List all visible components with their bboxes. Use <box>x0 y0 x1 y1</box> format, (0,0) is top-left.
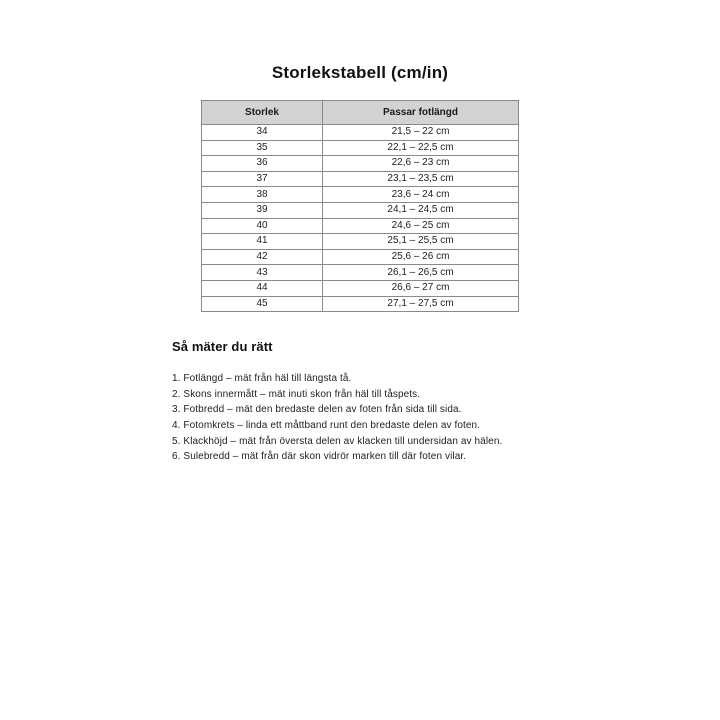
size-cell: 38 <box>202 187 323 203</box>
guide-list-item: 2. Skons innermått – mät inuti skon från häl till tåspets. <box>172 388 421 400</box>
size-table-row <box>202 296 519 312</box>
guide-heading: Så mäter du rätt <box>172 339 273 355</box>
foot-length-cell: 22,1 – 22,5 cm <box>323 140 519 156</box>
size-cell: 45 <box>202 296 323 312</box>
size-table-header <box>202 101 519 125</box>
column-header-passar-fotlangd: Passar fotlängd <box>323 101 519 125</box>
size-cell: 44 <box>202 280 323 296</box>
size-table-body <box>202 125 519 312</box>
size-table-row <box>202 187 519 203</box>
size-table-row <box>202 140 519 156</box>
foot-length-cell: 24,1 – 24,5 cm <box>323 202 519 218</box>
foot-length-cell: 24,6 – 25 cm <box>323 218 519 234</box>
foot-length-cell: 22,6 – 23 cm <box>323 156 519 172</box>
size-table-row <box>202 265 519 281</box>
size-cell: 40 <box>202 218 323 234</box>
foot-length-cell: 21,5 – 22 cm <box>323 125 519 141</box>
guide-list-item: 6. Sulebredd – mät från där skon vidrör marken till där foten vilar. <box>172 451 467 463</box>
foot-length-cell: 23,6 – 24 cm <box>323 187 519 203</box>
size-cell: 39 <box>202 202 323 218</box>
size-cell: 41 <box>202 234 323 250</box>
guide-list-item: 1. Fotlängd – mät från häl till längsta tå. <box>172 373 352 385</box>
foot-length-cell: 26,6 – 27 cm <box>323 280 519 296</box>
foot-length-cell: 27,1 – 27,5 cm <box>323 296 519 312</box>
size-cell: 35 <box>202 140 323 156</box>
size-table-row <box>202 234 519 250</box>
foot-length-cell: 25,6 – 26 cm <box>323 249 519 265</box>
size-cell: 42 <box>202 249 323 265</box>
foot-length-cell: 25,1 – 25,5 cm <box>323 234 519 250</box>
page-title: Storlekstabell (cm/in) <box>271 63 449 82</box>
column-header-storlek: Storlek <box>202 101 323 125</box>
size-table-row <box>202 125 519 141</box>
guide-list-item: 5. Klackhöjd – mät från översta delen av klacken till undersidan av hälen. <box>172 435 503 447</box>
size-table-row <box>202 249 519 265</box>
size-table <box>201 100 519 312</box>
guide-list-item: 3. Fotbredd – mät den bredaste delen av foten från sida till sida. <box>172 404 462 416</box>
size-cell: 34 <box>202 125 323 141</box>
size-table-row <box>202 171 519 187</box>
measuring-guide-section <box>172 339 720 465</box>
size-table-header-row <box>202 101 519 125</box>
guide-list <box>172 371 720 465</box>
size-table-row <box>202 280 519 296</box>
guide-list-item: 4. Fotomkrets – linda ett måttband runt den bredaste delen av foten. <box>172 419 481 431</box>
size-cell: 36 <box>202 156 323 172</box>
size-table-row <box>202 218 519 234</box>
foot-length-cell: 23,1 – 23,5 cm <box>323 171 519 187</box>
size-table-row <box>202 156 519 172</box>
size-table-row <box>202 202 519 218</box>
foot-length-cell: 26,1 – 26,5 cm <box>323 265 519 281</box>
size-cell: 43 <box>202 265 323 281</box>
size-cell: 37 <box>202 171 323 187</box>
